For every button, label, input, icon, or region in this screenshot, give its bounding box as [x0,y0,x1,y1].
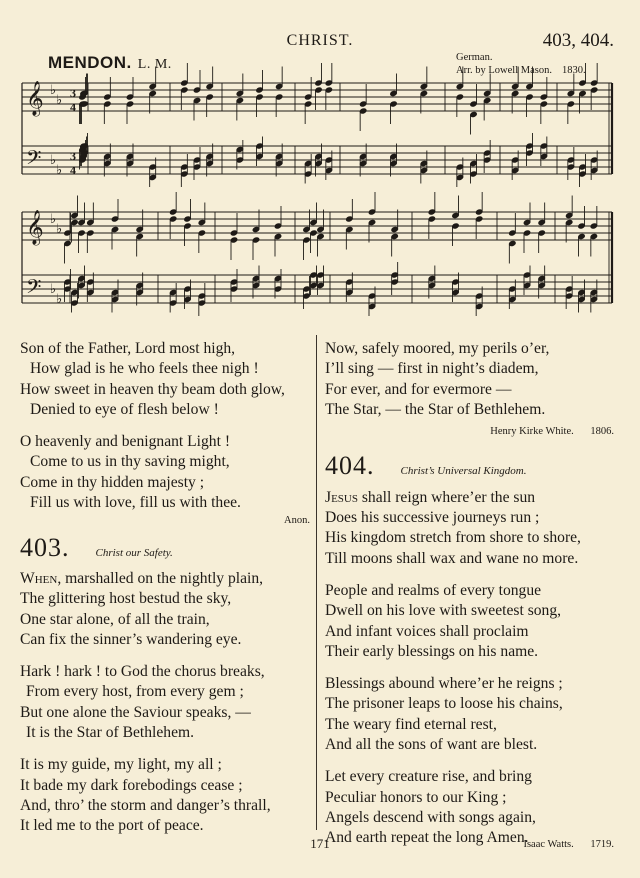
flat-sign: ♭ [50,212,57,227]
hymn-heading [20,532,310,563]
tune-arranger: Arr. by Lowell Mason. [456,65,552,76]
flat-sign: ♭ [50,83,57,98]
stanza [20,432,310,513]
verse-line: And, thro’ the storm and danger’s thrall, [20,796,271,814]
column-divider [316,335,317,830]
footer-author: Isaac Watts. [523,839,574,850]
stanza [325,581,625,662]
hymn-heading [325,451,625,481]
music-score [0,0,640,330]
verse-line: Peculiar honors to our King ; [325,788,507,806]
verse-line: Till moons shall wax and wane no more. [325,549,579,567]
author-name: Henry Kirke White. [490,426,574,438]
page-number: 171 [310,836,330,851]
hymn-numbers: 403, 404. [542,30,614,51]
hymn-number: 403. [20,532,70,562]
tune-name: MENDON. [48,53,132,72]
footer-attribution [523,839,614,850]
verse-line: From every host, from every gem ; [26,683,244,701]
flat-sign: ♭ [56,222,63,237]
right-column [325,339,625,861]
stanza [20,755,310,836]
verse-line: It is the Star of Bethlehem. [26,724,195,742]
stanza [325,488,625,569]
section-title: CHRIST. [286,32,354,49]
flat-sign: ♭ [50,282,57,297]
flat-sign: ♭ [56,163,63,178]
verse-line: Let every creature rise, and bring [325,768,532,786]
treble-clef: 𝄞 [26,81,44,116]
stanza [325,339,625,420]
verse-line: When, marshalled on the nightly plain, [20,569,264,587]
first-word: When, [20,569,62,587]
footer-year: 1719. [590,839,614,850]
verse-line: It is my guide, my light, my all ; [20,756,222,774]
verse-line: But one alone the Saviour speaks, — [20,703,251,721]
stanza [325,674,625,755]
verse-line: His kingdom stretch from shore to shore, [325,529,581,547]
stanza [20,339,310,420]
verse-line: Hark ! hark ! to God the chorus breaks, [20,663,265,681]
left-column [20,339,310,849]
verse-line: Denied to eye of flesh below ! [30,400,219,418]
author-attribution: Anon. [284,515,310,527]
verse-line: Jesus shall reign where’er the sun [325,488,536,506]
time-sig-bottom: 4 [70,163,76,177]
verse-line: How sweet in heaven thy beam doth glow, [20,380,285,398]
stanza [20,662,310,743]
bass-clef: 𝄢 [26,146,42,174]
verse-line: The prisoner leaps to loose his chains, [325,695,563,713]
verse-line: O heavenly and benignant Light ! [20,433,231,451]
flat-sign: ♭ [56,292,63,307]
verse-line: Come to us in thy saving might, [30,453,230,471]
verse-line: Blessings abound where’er he reigns ; [325,675,563,693]
first-word: Jesus [325,488,358,506]
tune-meter: L. M. [137,57,172,72]
verse-line: Their early blessings on his name. [325,642,539,660]
staff-systems [22,63,612,316]
verse-line: Dwell on his love with sweetest song, [325,602,562,620]
verse-line: Does his successive journeys run ; [325,509,540,527]
stanza [20,569,310,650]
verse-line: Now, safely moored, my perils o’er, [325,340,550,357]
verse-line: The Star, — the Star of Bethlehem. [325,400,546,418]
verse-line: Can fix the sinner’s wandering eye. [20,630,242,648]
author-attribution [325,422,625,442]
verse-line: One star alone, of all the train, [20,610,210,628]
treble-clef: 𝄞 [26,210,44,245]
hymn-subtitle: Christ’s Universal Kingdom. [400,465,527,478]
tune-source: German. [456,52,493,63]
verse-line: Come in thy hidden majesty ; [20,473,205,491]
verse-line: The glittering host bestud the sky, [20,590,232,608]
verse-line: And infant voices shall proclaim [325,622,529,640]
verse-line: For ever, and for evermore — [325,380,512,398]
verse-line: I’ll sing — first in night’s diadem, [325,360,539,378]
bass-clef: 𝄢 [26,275,42,303]
time-sig-top: 3 [70,86,76,100]
verse-line: And earth repeat the long Amen. [325,829,529,847]
flat-sign: ♭ [50,153,57,168]
time-sig-bottom: 4 [70,100,76,114]
verse-line: Fill us with love, fill us with thee. [30,494,241,512]
time-sig-top: 3 [70,149,76,163]
verse-line: The weary find eternal rest, [325,715,497,733]
verse-line: It led me to the port of peace. [20,817,204,835]
flat-sign: ♭ [56,93,63,108]
verse-line: Son of the Father, Lord most high, [20,340,236,357]
verse-line: How glad is he who feels thee nigh ! [30,360,259,378]
hymn-subtitle: Christ our Safety. [95,546,173,559]
hymn-number: 404. [325,451,375,481]
verse-line: Angels descend with songs again, [325,808,536,826]
verse-line: People and realms of every tongue [325,581,542,599]
tune-year: 1830. [561,65,586,76]
verse-line: And all the sons of want are blest. [325,736,538,754]
author-year: 1806. [590,426,614,438]
verse-line: It bade my dark forebodings cease ; [20,776,243,794]
